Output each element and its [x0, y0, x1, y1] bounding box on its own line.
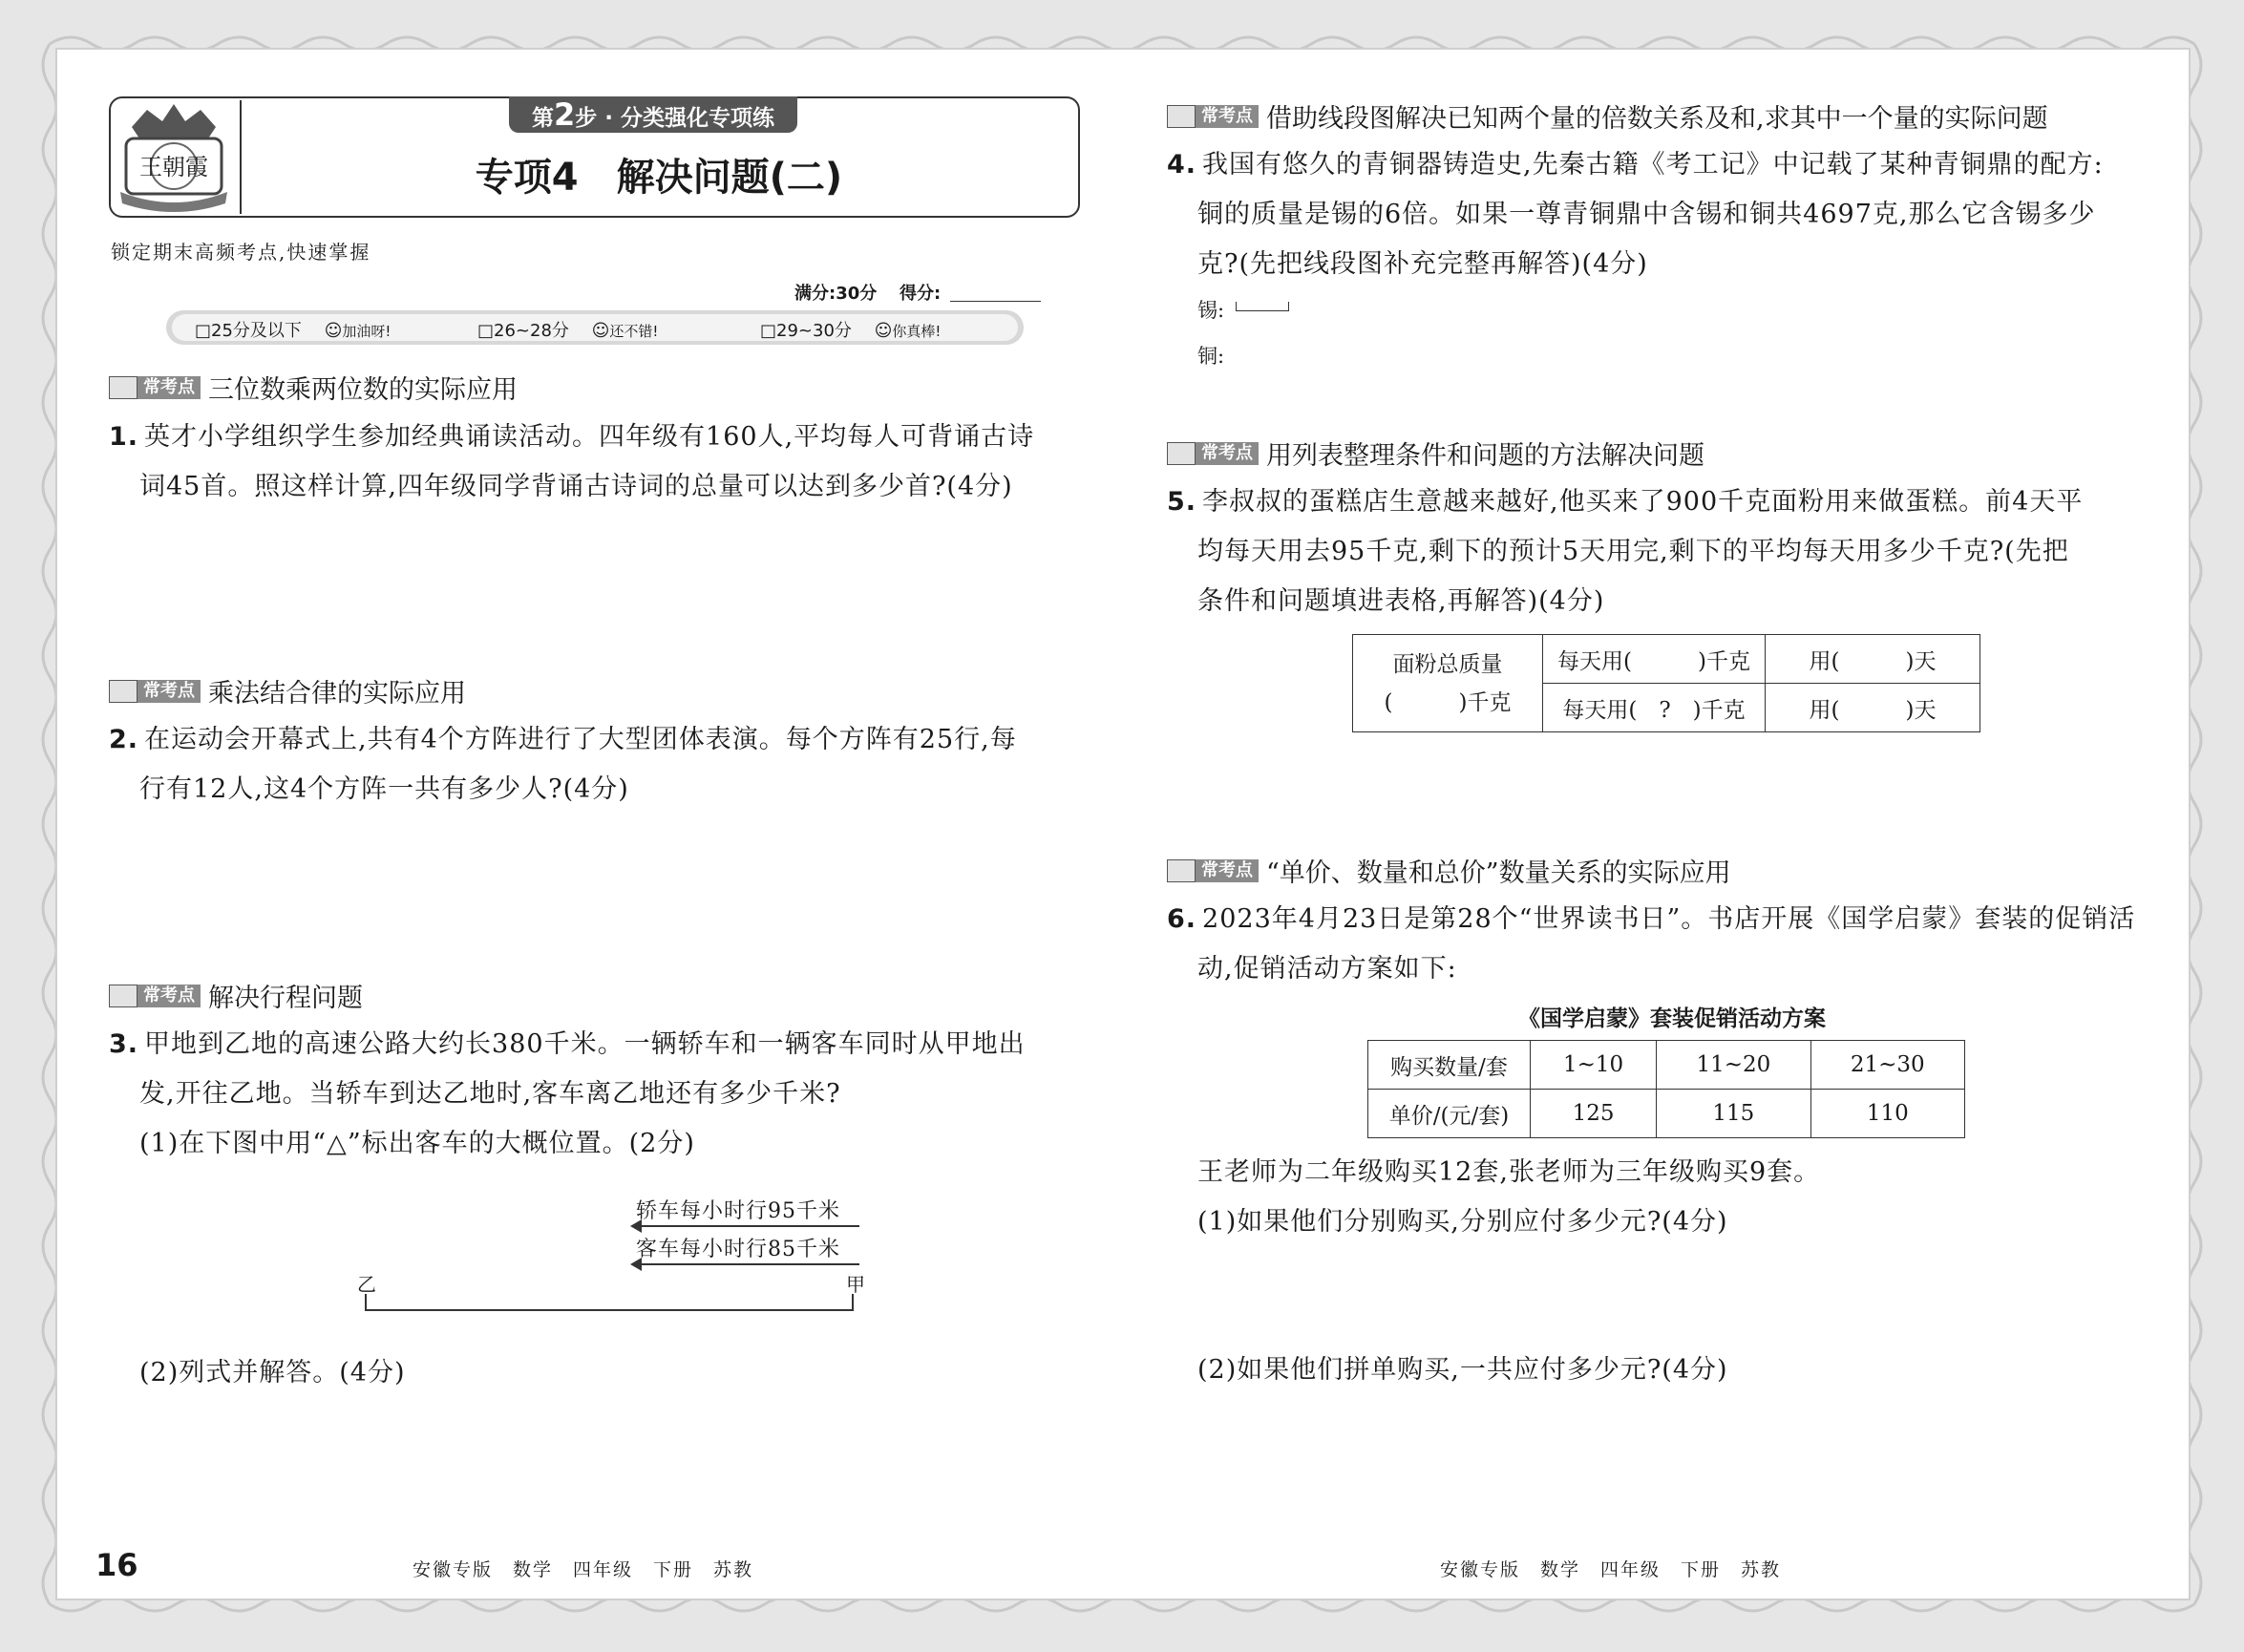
question-2-line: 行有12人,这4个方阵一共有多少人?(4分) [139, 774, 629, 804]
tag-badge: 常考点 [1167, 858, 1259, 883]
section-2-heading [109, 672, 466, 710]
wave-tag-icon [109, 376, 138, 399]
flour-total-blank[interactable]: ( )千克 [1384, 689, 1512, 715]
question-3-line: 发,开往乙地。当轿车到达乙地时,客车离乙地还有多少千米? [139, 1079, 841, 1109]
left-footer: 安徽专版 数学 四年级 下册 苏教 [413, 1559, 754, 1580]
rating-2-face: 还不错! [609, 323, 659, 340]
promo-table [1367, 1040, 1965, 1138]
question-6-sub-1: (1)如果他们分别购买,分别应付多少元?(4分) [1197, 1207, 1728, 1237]
table-cell[interactable]: 每天用( ? )千克 [1543, 684, 1766, 732]
question-6-sub-2: (2)如果他们拼单购买,一共应付多少元?(4分) [1197, 1355, 1728, 1385]
question-6-number: 6. [1167, 904, 1197, 934]
rating-1 [195, 317, 391, 342]
question-3 [109, 1020, 1026, 1169]
question-1-line: 英才小学组织学生参加经典诵读活动。四年级有160人,平均每人可背诵古诗 [144, 422, 1035, 452]
step-post: 步 · 分类强化专项练 [575, 106, 775, 131]
question-3-sub-1: (1)在下图中用“△”标出客车的大概位置。(2分) [139, 1129, 695, 1158]
table-cell[interactable]: 每天用( )千克 [1543, 635, 1766, 684]
rating-3-checkbox[interactable]: □29~30分 [760, 321, 852, 341]
table-header-cell: 11~20 [1657, 1041, 1810, 1090]
flour-table [1352, 634, 1980, 732]
rating-1-face: 加油呀! [342, 323, 392, 340]
question-5-number: 5. [1167, 487, 1197, 517]
smiley-icon: ☺ [591, 321, 610, 341]
question-5-line: 李叔叔的蛋糕店生意越来越好,他买来了900千克面粉用来做蛋糕。前4天平 [1202, 487, 2084, 517]
tin-label: 锡: [1197, 299, 1225, 322]
rating-2 [477, 317, 658, 342]
smiley-icon: ☺ [324, 321, 343, 341]
bus-arrowhead-icon [630, 1258, 642, 1271]
svg-text:王朝霞: 王朝霞 [139, 154, 208, 180]
tin-segment [1236, 302, 1289, 311]
section-6-title: “单价、数量和总价”数量关系的实际应用 [1266, 858, 1731, 888]
table-header-cell: 1~10 [1531, 1041, 1657, 1090]
subtitle: 锁定期末高频考点,快速掌握 [111, 241, 371, 264]
tag-badge: 常考点 [1167, 104, 1259, 129]
wave-tag-icon [1167, 442, 1196, 465]
question-6 [1167, 895, 2135, 994]
section-5-title: 用列表整理条件和问题的方法解决问题 [1266, 441, 1704, 471]
table-header-cell: 购买数量/套 [1368, 1041, 1531, 1090]
score-blank [950, 301, 1041, 302]
copper-label: 铜: [1197, 345, 1225, 368]
question-3-number: 3. [109, 1029, 139, 1059]
promo-table-title: 《国学启蒙》套装促销活动方案 [1518, 1006, 1826, 1031]
section-2-title: 乘法结合律的实际应用 [208, 679, 466, 709]
step-banner [509, 96, 797, 133]
tag-badge: 常考点 [109, 984, 201, 1008]
wave-tag-icon [1167, 859, 1196, 882]
section-4-heading [1167, 97, 2048, 135]
question-5-line: 均每天用去95千克,剩下的预计5天用完,剩下的平均每天用多少千克?(先把 [1197, 537, 2069, 566]
question-2-line: 在运动会开幕式上,共有4个方阵进行了大型团体表演。每个方阵有25行,每 [144, 725, 1017, 754]
tag-badge: 常考点 [1167, 441, 1259, 466]
rating-3-face: 你真棒! [892, 323, 942, 340]
table-cell: 单价/(元/套) [1368, 1090, 1531, 1138]
rating-1-checkbox[interactable]: □25分及以下 [195, 321, 302, 341]
car-arrow [634, 1225, 859, 1227]
table-header-cell: 21~30 [1810, 1041, 1964, 1090]
question-5-line: 条件和问题填进表格,再解答)(4分) [1197, 586, 1605, 616]
publisher-logo [113, 100, 235, 214]
table-cell[interactable]: 用( )天 [1766, 635, 1980, 684]
page-number: 16 [95, 1547, 138, 1583]
question-3-sub-2: (2)列式并解答。(4分) [139, 1358, 406, 1387]
section-3-title: 解决行程问题 [208, 984, 363, 1013]
section-1-title: 三位数乘两位数的实际应用 [208, 375, 518, 405]
rating-3 [760, 317, 941, 342]
table-cell: 125 [1531, 1090, 1657, 1138]
bus-arrow [634, 1263, 859, 1265]
question-3-line: 甲地到乙地的高速公路大约长380千米。一辆轿车和一辆客车同时从甲地出 [144, 1029, 1026, 1059]
question-6-line: 2023年4月23日是第28个“世界读书日”。书店开展《国学启蒙》套装的促销活 [1202, 904, 2136, 934]
flour-total-label: 面粉总质量 [1392, 651, 1503, 677]
section-5-heading [1167, 434, 1704, 472]
end-right-label: 甲 [846, 1273, 865, 1296]
question-4 [1167, 140, 2104, 289]
route-line [365, 1294, 854, 1311]
flour-total-cell [1353, 635, 1543, 732]
tag-badge: 常考点 [109, 375, 201, 400]
page-title: 专项4 解决问题(二) [475, 156, 843, 200]
smiley-icon: ☺ [874, 321, 893, 341]
rating-2-checkbox[interactable]: □26~28分 [477, 321, 569, 341]
question-4-line: 我国有悠久的青铜器铸造史,先秦古籍《考工记》中记载了某种青铜鼎的配方: [1202, 150, 2104, 180]
question-2-number: 2. [109, 725, 139, 754]
question-1-line: 词45首。照这样计算,四年级同学背诵古诗词的总量可以达到多少首?(4分) [139, 472, 1013, 501]
bus-label: 客车每小时行85千米 [636, 1238, 840, 1261]
score-label: 得分: [900, 284, 942, 304]
right-footer: 安徽专版 数学 四年级 下册 苏教 [1440, 1559, 1782, 1580]
section-6-heading [1167, 852, 1731, 889]
question-6-line: 动,促销活动方案如下: [1197, 954, 1457, 984]
end-left-label: 乙 [357, 1273, 376, 1296]
question-1-number: 1. [109, 422, 139, 452]
section-3-heading [109, 977, 363, 1014]
question-4-line: 铜的质量是锡的6倍。如果一尊青铜鼎中含锡和铜共4697克,那么它含锡多少 [1197, 200, 2096, 229]
table-cell: 115 [1657, 1090, 1810, 1138]
score-full: 满分:30分 [794, 284, 878, 304]
tag-badge: 常考点 [109, 679, 201, 704]
car-arrowhead-icon [630, 1219, 642, 1233]
question-4-number: 4. [1167, 150, 1197, 180]
table-cell[interactable]: 用( )天 [1766, 684, 1980, 732]
wave-tag-icon [109, 680, 138, 703]
wave-tag-icon [109, 985, 138, 1007]
question-5 [1167, 477, 2083, 626]
question-2 [109, 715, 1017, 815]
step-num: 2 [553, 96, 576, 133]
question-6-after: 王老师为二年级购买12套,张老师为三年级购买9套。 [1197, 1157, 1821, 1187]
question-4-line: 克?(先把线段图补充完整再解答)(4分) [1197, 249, 1648, 279]
table-cell: 110 [1810, 1090, 1964, 1138]
section-4-title: 借助线段图解决已知两个量的倍数关系及和,求其中一个量的实际问题 [1266, 104, 2048, 134]
step-pre: 第 [531, 106, 554, 131]
page [55, 48, 2191, 1600]
question-1 [109, 413, 1034, 512]
section-1-heading [109, 369, 518, 406]
car-label: 轿车每小时行95千米 [636, 1199, 840, 1223]
wave-tag-icon [1167, 105, 1196, 128]
